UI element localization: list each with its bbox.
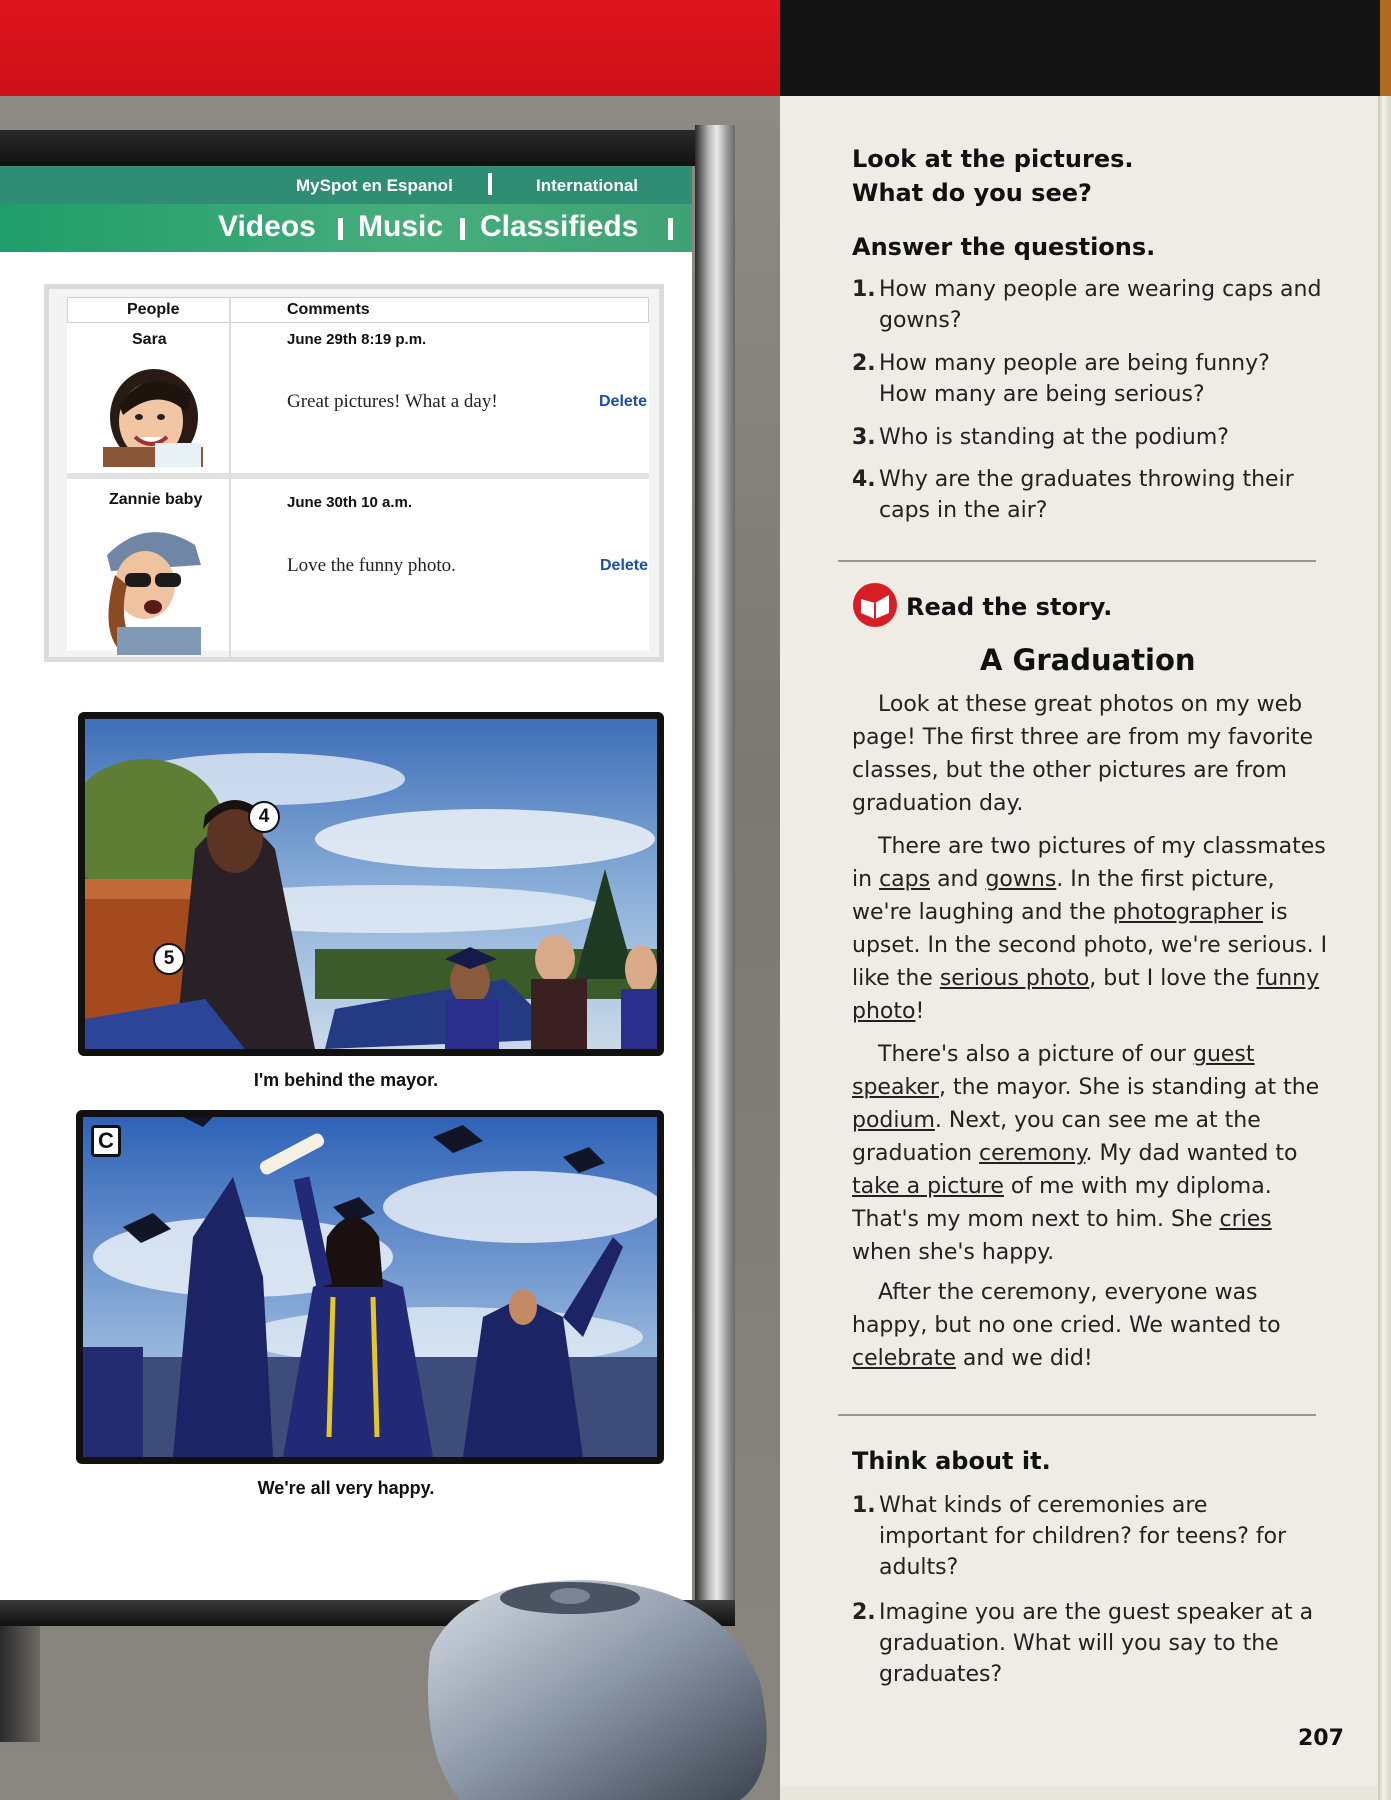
photo-mayor-podium[interactable] [78,712,664,1056]
story-text: , the mayor. She is standing at the [938,1075,1320,1100]
story-paragraph [852,1276,1330,1375]
answer-heading: Answer the questions. [852,233,1156,261]
comments-table [44,284,664,662]
international-link[interactable]: International [536,176,639,195]
story-text: There are two pictures of my classmates in [852,834,1326,892]
photo-scene-graduates [83,1117,657,1457]
question-text: Who is standing at the podium? [879,425,1229,450]
photo-label-badge: C [91,1125,121,1157]
commenter-name[interactable]: Sara [132,331,167,348]
nav-separator [488,173,492,195]
avatar-sara [99,355,205,467]
question-number: 1. [852,1493,876,1518]
question-text: How many people are being funny? How many are being serious? [879,351,1270,407]
vocab-podium: podium [852,1108,935,1133]
story-paragraph [852,830,1330,1028]
commenter-name[interactable]: Zannie baby [109,491,203,508]
vocab-photographer: photographer [1112,900,1264,925]
comment-date: June 29th 8:19 p.m. [287,331,427,348]
people-header: People [127,301,180,318]
question-item [852,348,1322,410]
question-number: 4. [852,467,876,492]
question-text: Why are the graduates throwing their caps in the air? [879,467,1294,523]
delete-comment-button[interactable]: Delete [600,557,649,574]
story-text: Look at these great photos on my web page! The first three are from my favorite classes, but the other pictures are from graduation day. [852,692,1314,816]
vocab-ceremony: ceremony [979,1141,1086,1166]
story-text: of me with my diploma. That's my mom next to him. She [852,1174,1272,1232]
page-edge-top [1380,0,1391,96]
question-text: What kinds of ceremonies are important for children? for teens? for adults? [879,1493,1287,1580]
monitor-bezel-right [695,125,735,1605]
nav-videos[interactable]: Videos [218,210,316,243]
page-edge-right [1378,96,1391,1800]
story-text: . Next, you can see me at the graduation [852,1108,1261,1166]
vocab-caps: caps [879,867,931,892]
vocab-celebrate: celebrate [852,1346,956,1371]
story-text: . My dad wanted to [1085,1141,1298,1166]
top-red-band [0,0,780,96]
photo-caps-in-air[interactable] [76,1110,664,1464]
story-text: when she's happy. [852,1240,1055,1265]
monitor-screen [0,166,692,1602]
question-text: How many people are wearing caps and gowns? [879,277,1322,333]
section-divider [838,1414,1316,1416]
monitor-bezel-top [0,130,700,166]
column-divider [229,297,231,657]
story-text: After the ceremony, everyone was happy, but no one cried. We wanted to [852,1280,1281,1338]
comments-header: Comments [287,301,370,318]
question-item [852,464,1322,526]
vocab-take-a-picture: take a picture [852,1174,1004,1199]
photo-caption: We're all very happy. [257,1478,435,1498]
vocab-funny-photo: funny photo [852,966,1320,1024]
comment-text: Great pictures! What a day! [287,391,498,412]
look-subheading: What do you see? [852,179,1092,207]
book-icon [852,582,898,628]
question-number: 2. [852,351,876,376]
question-number: 2. [852,1600,876,1625]
site-name-link[interactable]: MySpot en Espanol [296,176,453,195]
nav-separator [460,218,465,240]
story-text: and we did! [955,1346,1093,1371]
story-text: , but I love the [1089,966,1257,991]
think-question [852,1490,1322,1583]
photo-scene-mayor [85,719,657,1049]
section-divider [838,560,1316,562]
story-text: is upset. In the second photo, we're serious. I like the [852,900,1328,991]
story-text: ! [915,999,925,1024]
think-question [852,1597,1322,1690]
story-paragraph [852,1038,1330,1269]
vocab-guest-speaker: guest speaker [852,1042,1255,1100]
question-item [852,274,1322,336]
story-text: and [930,867,986,892]
question-item [852,422,1322,453]
site-nav-main [0,204,692,252]
mouse-icon [420,1572,790,1800]
nav-music[interactable]: Music [358,210,444,243]
story-title: A Graduation [980,643,1196,677]
nav-classifieds[interactable]: Classifieds [480,210,639,243]
top-black-band [780,0,1380,96]
vocab-gowns: gowns [985,867,1057,892]
page-number: 207 [1298,1726,1344,1751]
question-text: Imagine you are the guest speaker at a graduation. What will you say to the graduates? [879,1600,1314,1687]
story-text: . In the first picture, we're laughing and the [852,867,1275,925]
think-heading: Think about it. [852,1447,1051,1475]
question-number: 1. [852,277,876,302]
comment-text: Love the funny photo. [287,555,456,576]
story-text: There's also a picture of our [878,1042,1193,1067]
read-heading: Read the story. [906,593,1113,621]
nav-separator [668,218,673,240]
callout-badge: 4 [248,801,280,833]
photo-caption: I'm behind the mayor. [253,1070,439,1090]
callout-badge: 5 [153,943,185,975]
vocab-cries: cries [1219,1207,1272,1232]
story-paragraph [852,688,1330,820]
comment-date: June 30th 10 a.m. [287,494,413,511]
look-heading: Look at the pictures. [852,145,1134,173]
vocab-serious-photo: serious photo [939,966,1090,991]
delete-comment-button[interactable]: Delete [599,393,648,410]
question-number: 3. [852,425,876,450]
avatar-zannie-baby [97,515,207,655]
nav-separator [338,218,343,240]
site-nav-top [0,166,692,204]
